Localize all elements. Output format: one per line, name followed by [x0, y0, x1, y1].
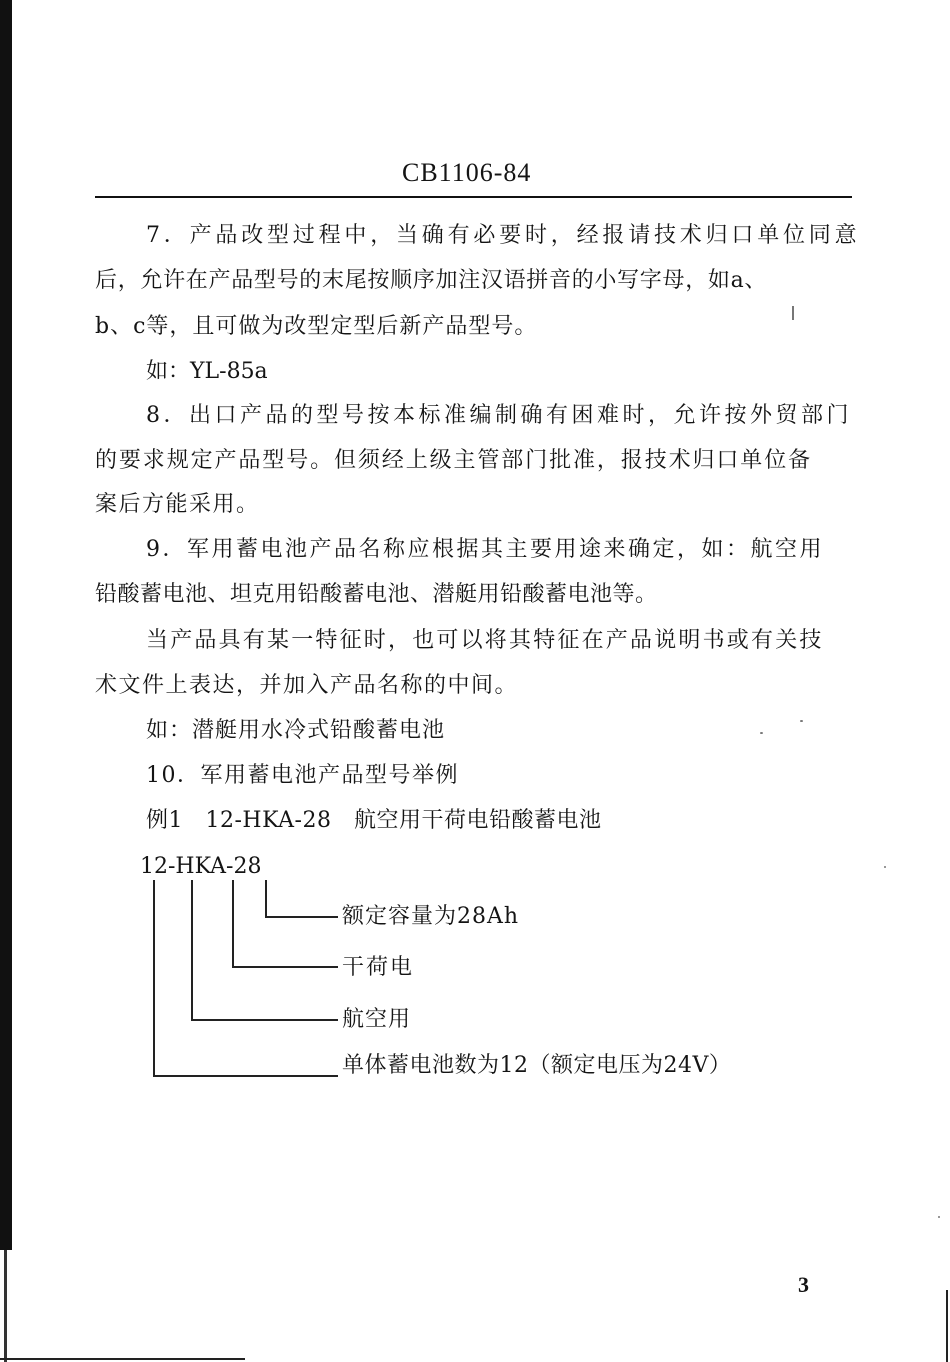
- item-9-example: 如：潜艇用水冷式铅酸蓄电池: [146, 718, 446, 743]
- diagram-label-dry-charged: 干荷电: [342, 955, 415, 980]
- scan-speck: [792, 306, 794, 320]
- item-9-line-1: 9．军用蓄电池产品名称应根据其主要用途来确定，如：航空用: [146, 537, 824, 562]
- diagram-line-ka: [232, 966, 338, 968]
- item-9-line-4: 术文件上表达，并加入产品名称的中间。: [95, 673, 519, 698]
- item-9-line-3: 当产品具有某一特征时，也可以将其特征在产品说明书或有关技: [146, 628, 824, 653]
- scan-speck: [760, 732, 763, 734]
- example-1-line: 例1 12-HKA-28 航空用干荷电铅酸蓄电池: [146, 808, 602, 833]
- item-9-line-2: 铅酸蓄电池、坦克用铅酸蓄电池、潜艇用铅酸蓄电池等。: [95, 582, 658, 607]
- diagram-line-cells: [153, 880, 155, 1076]
- diagram-label-capacity: 额定容量为28Ah: [342, 904, 520, 929]
- scan-speck: [938, 1216, 940, 1218]
- item-10-heading: 10．军用蓄电池产品型号举例: [146, 763, 459, 788]
- item-7-line-1: 7．产品改型过程中，当确有必要时，经报请技术归口单位同意: [146, 223, 861, 248]
- item-7-line-2: 后，允许在产品型号的末尾按顺序加注汉语拼音的小写字母，如a、: [95, 268, 768, 293]
- document-code: CB1106-84: [402, 158, 532, 187]
- diagram-line-h: [191, 1019, 338, 1021]
- diagram-line-cells: [153, 1075, 338, 1077]
- diagram-line-28: [265, 880, 267, 917]
- diagram-line-h: [191, 880, 193, 1020]
- diagram-label-aviation: 航空用: [342, 1007, 412, 1032]
- header-rule: [95, 196, 852, 198]
- item-7-line-3: b、c等，且可做为改型定型后新产品型号。: [95, 314, 538, 339]
- scan-edge-left: [0, 0, 12, 1250]
- diagram-model-code: 12-HKA-28: [140, 854, 262, 879]
- item-8-line-1: 8．出口产品的型号按本标准编制确有困难时，允许按外贸部门: [146, 403, 852, 428]
- diagram-line-28: [265, 916, 338, 918]
- scan-edge-bottom: [0, 1358, 245, 1360]
- item-8-line-3: 案后方能采用。: [95, 492, 260, 517]
- scan-speck: [800, 720, 803, 722]
- scan-speck: [884, 866, 886, 868]
- scan-edge-right: [946, 1290, 948, 1362]
- diagram-label-cell-count: 单体蓄电池数为12（额定电压为24V）: [342, 1053, 732, 1078]
- diagram-line-ka: [232, 880, 234, 967]
- item-7-example: 如：YL-85a: [146, 359, 268, 384]
- page-number: 3: [798, 1272, 809, 1297]
- item-8-line-2: 的要求规定产品型号。但须经上级主管部门批准，报技术归口单位备: [95, 448, 813, 473]
- scan-edge-left-lower: [4, 1250, 7, 1362]
